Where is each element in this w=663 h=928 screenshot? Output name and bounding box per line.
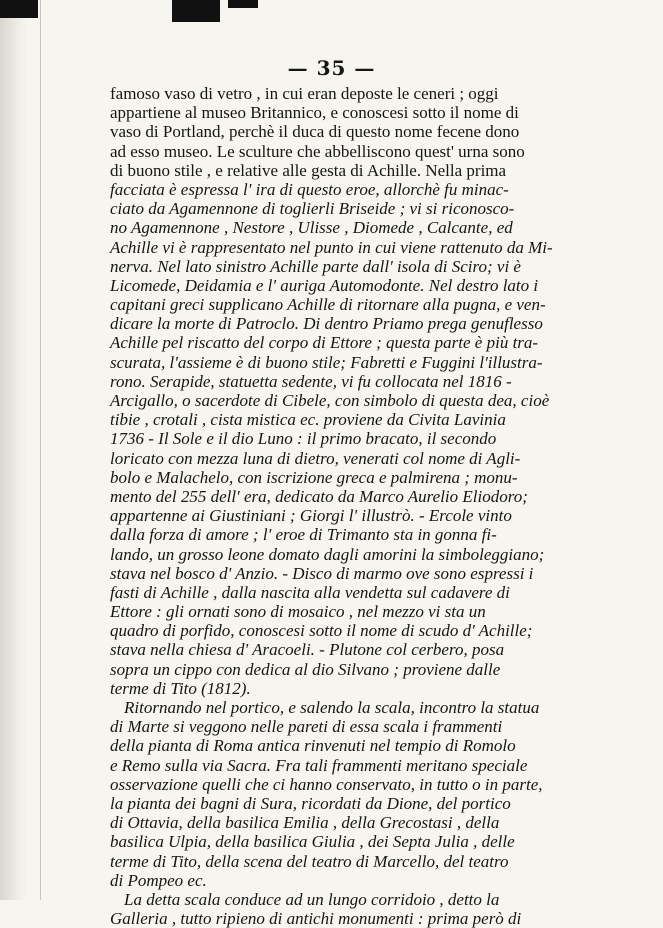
text-line: stava nella chiesa d' Aracoeli. - Plutone col cerbero, posa xyxy=(110,640,505,660)
text-line: osservazione quelli che ci hanno conservato, in tutto o in parte, xyxy=(110,774,543,794)
text-line: la pianta dei bagni di Sura, ricordati da Dione, del portico xyxy=(110,793,511,813)
text-line: ad esso museo. Le sculture che abbelliscono quest' urna sono xyxy=(110,141,525,161)
text-line: Achille vi è rappresentato nel punto in cui viene rattenuto da Mi- xyxy=(110,237,553,257)
text-line: Galleria , tutto ripieno di antichi monumenti : prima però di xyxy=(110,909,522,928)
text-line: Ettore : gli ornati sono di mosaico , nel mezzo vi sta un xyxy=(110,602,486,622)
text-line: Achille pel riscatto del corpo di Ettore ; questa parte è più tra- xyxy=(110,333,539,353)
text-line: scurata, l'assieme è di buono stile; Fabretti e Fuggini l'illustra- xyxy=(110,352,543,372)
text-line: ciato da Agamennone di toglierli Briseide ; vi si riconosco- xyxy=(110,199,515,219)
text-line: vaso di Portland, perchè il duca di questo nome fecene dono xyxy=(110,122,520,142)
text-line: tibie , crotali , cista mistica ec. proviene da Civita Lavinia xyxy=(110,410,506,430)
text-line: appartiene al museo Britannico, e conoscesi sotto il nome di xyxy=(110,103,519,123)
text-line: basilica Ulpia, della basilica Giulia , dei Septa Julia , delle xyxy=(110,832,515,852)
text-line: terme di Tito (1812). xyxy=(110,678,251,698)
text-line: della pianta di Roma antica rinvenuti nel tempio di Romolo xyxy=(110,736,516,756)
text-line: sopra un cippo con dedica al dio Silvano ; proviene dalle xyxy=(110,659,501,679)
text-line: mento del 255 dell' era, dedicato da Marco Aurelio Eliodoro; xyxy=(110,486,528,506)
text-line: loricato con mezza luna di dietro, venerati col nome di Agli- xyxy=(110,448,521,468)
text-line: e Remo sulla via Sacra. Fra tali frammenti meritano speciale xyxy=(110,755,528,775)
text-line: La detta scala conduce ad un lungo corridoio , detto la xyxy=(124,889,500,909)
text-line: di Pompeo ec. xyxy=(110,870,207,890)
text-line: capitani greci supplicano Achille di ritornare alla pugna, e ven- xyxy=(110,295,546,315)
scan-edge-mark-center xyxy=(172,0,220,22)
text-line: nerva. Nel lato sinistro Achille parte dall' isola di Sciro; vi è xyxy=(110,256,521,276)
text-line: fasti di Achille , dalla nascita alla vendetta sul cadavere di xyxy=(110,582,510,602)
text-line: quadro di porfido, conoscesi sotto il nome di scudo d' Achille; xyxy=(110,621,533,641)
text-line: dicare la morte di Patroclo. Di dentro Priamo prega genuflesso xyxy=(110,314,543,334)
text-line: di Ottavia, della basilica Emilia , della Grecostasi , della xyxy=(110,813,500,833)
text-line: dalla forza di amore ; l' eroe di Trimanto sta in gonna fi- xyxy=(110,525,497,545)
binding-edge-line xyxy=(40,0,41,900)
page-number: — 35 — xyxy=(287,56,376,80)
scan-edge-mark-small xyxy=(228,0,258,8)
text-line: bolo e Malachelo, con iscrizione greca e palmirena ; monu- xyxy=(110,467,518,487)
text-line: facciata è espressa l' ira di questo eroe, allorchè fu minac- xyxy=(110,179,509,199)
page-body-text xyxy=(110,84,588,928)
text-line: Arcigallo, o sacerdote di Cibele, con simbolo di questa dea, cioè xyxy=(110,391,550,410)
text-line: Ritornando nel portico, e salendo la scala, incontro la statua xyxy=(124,698,540,717)
text-line: famoso vaso di vetro , in cui eran deposte le ceneri ; oggi xyxy=(110,84,499,103)
text-line: stava nel bosco d' Anzio. - Disco di marmo ove sono espressi i xyxy=(110,563,534,583)
text-line: 1736 - Il Sole e il dio Luno : il primo bracato, il secondo xyxy=(110,429,497,449)
text-line: lando, un grosso leone domato dagli amorini la simboleggiano; xyxy=(110,544,545,564)
text-line: rono. Serapide, statuetta sedente, vi fu collocata nel 1816 - xyxy=(110,371,512,391)
text-line: appartenne ai Giustiniani ; Giorgi l' illustrò. - Ercole vinto xyxy=(110,506,512,526)
text-line: Licomede, Deidamia e l' auriga Automodonte. Nel destro lato i xyxy=(110,275,539,295)
text-line: no Agamennone , Nestore , Ulisse , Diomede , Calcante, ed xyxy=(110,218,513,238)
text-line: di buono stile , e relative alle gesta di Achille. Nella prima xyxy=(110,160,507,180)
text-line: di Marte si veggono nelle pareti di essa scala i frammenti xyxy=(110,717,503,737)
binding-gutter xyxy=(0,0,28,900)
scan-edge-mark-left xyxy=(0,0,38,18)
text-line: terme di Tito, della scena del teatro di Marcello, del teatro xyxy=(110,851,509,871)
